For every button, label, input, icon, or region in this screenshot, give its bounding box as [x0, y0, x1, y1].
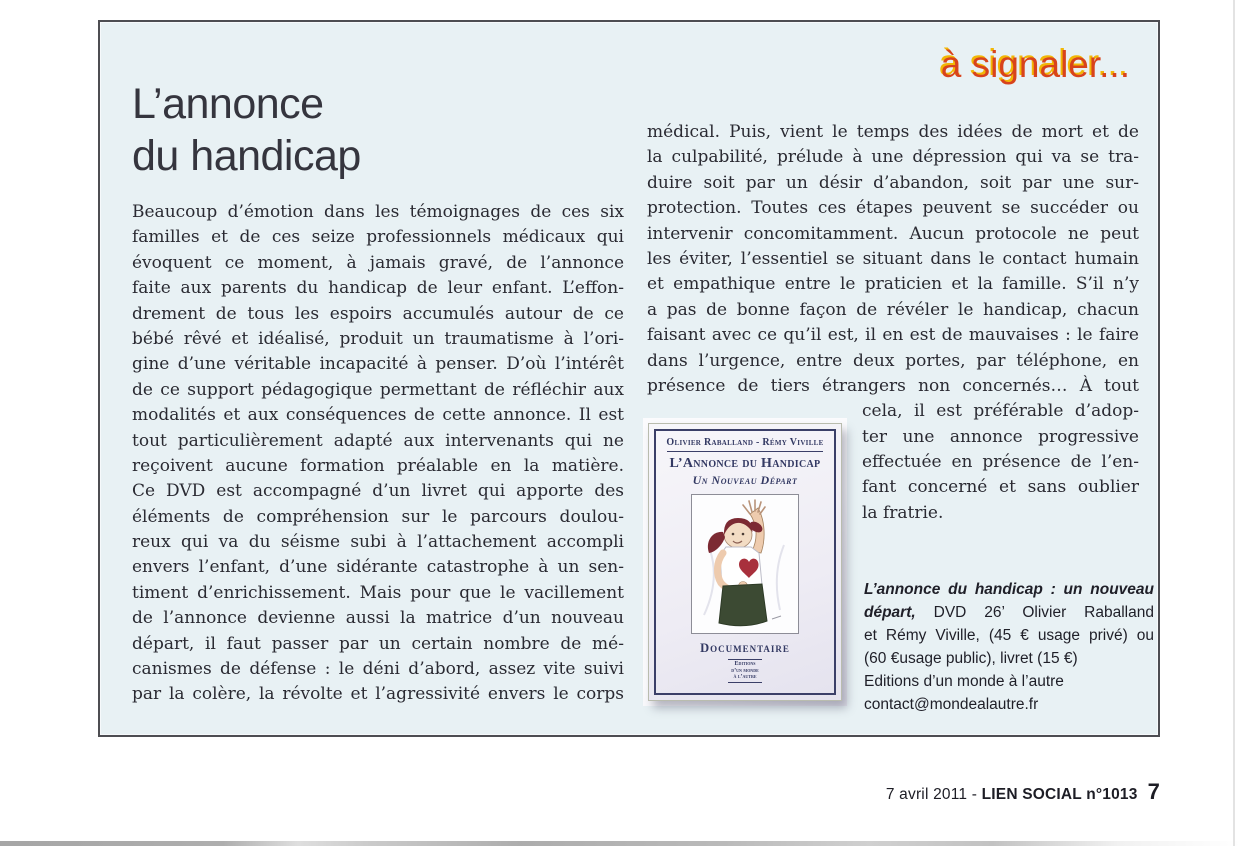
footer-page-number: 7 — [1147, 779, 1160, 804]
text-line: reux qui va du séisme subi à l’attachement accompli — [132, 532, 624, 553]
text-line: dans l’urgence, entre deux portes, par téléphone, en — [647, 350, 1139, 371]
text-line: timent d’enrichissement. Mais pour que le vacillement — [132, 582, 624, 603]
text-line: effectuée en présence de l’en- — [862, 452, 1139, 473]
caption-email: contact@mondealautre.fr — [864, 696, 1039, 713]
divider-rule — [667, 451, 823, 452]
page-footer — [886, 779, 1160, 805]
section-flag: à signaler... — [940, 44, 1130, 85]
article-title-line1: L’annonce — [132, 80, 324, 128]
caption-line — [864, 693, 1154, 716]
child-illustration — [691, 494, 799, 634]
dvd-publisher-logo — [728, 659, 762, 683]
text-line: par la colère, la révolte et l’agressivité envers le corps — [132, 684, 624, 705]
caption-text: (60 €usage public), livret (15 €) — [864, 650, 1078, 667]
text-line: envers l’enfant, d’une sidérante catastrophe à un sen- — [132, 557, 624, 578]
text-line: modalités et aux conséquences de cette annonce. Il est — [132, 405, 624, 426]
text-line: protection. Toutes ces étapes peuvent se succéder ou — [647, 198, 1139, 219]
text-line: Ce DVD est accompagné d’un livret qui apporte des — [132, 481, 624, 502]
text-line: la fratrie. — [862, 502, 944, 523]
text-line: duire soit par un désir d’abandon, soit par une sur- — [647, 172, 1139, 193]
text-line: éléments de compréhension sur le parcours doulou- — [132, 506, 624, 527]
text-line: bébé rêvé et idéalisé, produit un traumatisme à l’ori- — [132, 328, 624, 349]
publisher-line: à l’autre — [733, 674, 757, 680]
footer-date: 7 avril 2011 - — [885, 786, 982, 803]
text-line: a pas de bonne façon de révéler le handicap, chacun — [647, 299, 1139, 320]
text-line: cela, il est préférable d’adop- — [862, 401, 1139, 422]
text-line: tout particulièrement adapté aux intervenants qui ne — [132, 430, 624, 451]
caption-text: Editions d’un monde à l’autre — [864, 673, 1064, 690]
caption-line — [864, 647, 1154, 670]
dvd-cover — [648, 423, 842, 701]
text-line: de l’annonce devienne aussi la matrice d’un nouveau — [132, 608, 624, 629]
text-line: de ce support pédagogique permettant de réfléchir aux — [132, 379, 624, 400]
dvd-subtitle: Un Nouveau Départ — [692, 473, 798, 487]
dvd-caption — [864, 578, 1154, 716]
caption-line — [864, 670, 1154, 693]
article-title-line2: du handicap — [132, 132, 361, 180]
scan-artifact-right — [1233, 0, 1235, 846]
caption-text: et Rémy Viville, (45 € usage privé) ou — [864, 627, 1154, 644]
text-line: départ, il faut passer par un certain nombre de mé- — [132, 633, 624, 654]
publisher-line: d’un monde — [731, 667, 759, 674]
dvd-genre: Documentaire — [700, 641, 790, 655]
caption-line — [864, 601, 1154, 624]
text-line: médical. Puis, vient le temps des idées de mort et de — [647, 122, 1139, 142]
text-line: intervenir concomitamment. Aucun protocole ne peut — [647, 223, 1139, 244]
text-line: canismes de défense : le déni d’abord, assez vite suivi — [132, 659, 624, 680]
dvd-authors: Olivier Raballand - Rémy Viville — [666, 437, 824, 448]
text-line: et empathique entre le praticien et la famille. S’il n’y — [647, 274, 1139, 295]
publisher-line: Editions — [734, 661, 756, 667]
footer-issue: LIEN SOCIAL n°1013 — [981, 786, 1138, 803]
text-line: ter une annonce progressive — [862, 426, 1139, 447]
article-panel — [98, 20, 1160, 737]
text-line: gine d’une véritable incapacité à penser. D’où l’intérêt — [132, 354, 624, 375]
text-line: familles et de ces seize professionnels médicaux qui — [132, 227, 624, 248]
dvd-cover-frame — [654, 429, 836, 695]
text-line: faisant avec ce qu’il est, il en est de mauvaises : le faire — [647, 325, 1139, 346]
caption-bold: départ, — [864, 604, 916, 621]
text-line: évoquent ce moment, à jamais gravé, de l’annonce — [132, 252, 624, 273]
dvd-title: L’Annonce du Handicap — [669, 456, 821, 471]
text-line: les éviter, l’essentiel se situant dans le contact humain — [647, 248, 1139, 269]
text-line: drement de tous les espoirs accumulés autour de ce — [132, 303, 624, 324]
text-line: la culpabilité, prélude à une dépression qui va se tra- — [647, 147, 1139, 168]
caption-line — [864, 624, 1154, 647]
caption-line — [864, 578, 1154, 601]
caption-text: DVD 26’ Olivier Raballand — [933, 604, 1154, 621]
article-title — [132, 78, 361, 182]
dvd-cover-photo — [643, 418, 847, 706]
text-line: présence de tiers étrangers non concernés… À tout — [647, 375, 1139, 396]
scan-artifact-bottom — [0, 841, 1241, 846]
text-line: reçoivent aucune formation préalable en la matière. — [132, 455, 624, 476]
text-line: Beaucoup d’émotion dans les témoignages de ces six — [132, 202, 624, 222]
text-line: faite aux parents du handicap de leur enfant. L’effon- — [132, 278, 624, 299]
text-line: fant concerné et sans oublier — [862, 477, 1139, 498]
caption-bold: L’annonce du handicap : un nouveau — [864, 581, 1154, 598]
left-column — [132, 200, 624, 708]
